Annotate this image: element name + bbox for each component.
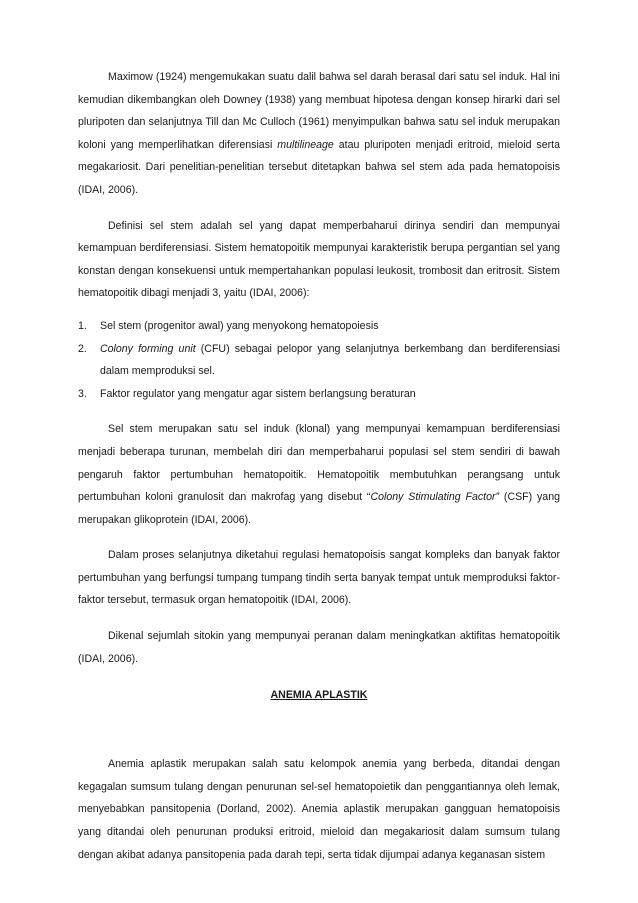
- list-item-3: [78, 383, 560, 406]
- paragraph-3-text-b: (CSF) yang merupakan glikoprotein (IDAI, 2006).: [78, 491, 560, 526]
- list-item-text: (CFU) sebagai pelopor yang selanjutnya berkembang dan berdiferensiasi dalam memproduksi sel.: [100, 342, 560, 378]
- paragraph-2: Definisi sel stem adalah sel yang dapat memperbaharui dirinya sendiri dan mempunyai kemampuan berdiferensiasi. Sistem hematopoitik mempunyai karakteristik berupa pergantian sel yang konstan dengan konsekuensi untuk mempertahankan populasi leukosit, trombosit dan eritrosit. Sistem hematopoitik dibagi menjadi 3, yaitu (IDAI, 2006):: [78, 219, 560, 300]
- paragraph-6: Anemia aplastik merupakan salah satu kelompok anemia yang berbeda, ditandai dengan kegagalan sumsum tulang dengan penurunan sel-sel hematopoietik dan penggantiannya oleh lemak, menyebabkan pansitopenia (Dorland, 2002). Anemia aplastik merupakan gangguan hematopoisis yang ditandai oleh penurunan produksi eritroid, mieloid dan megakariosit dalam sumsum tulang dengan akibat adanya pansitopenia pada darah tepi, serta tidak dijumpai adanya keganasan sistem: [78, 758, 560, 861]
- list-number: 3.: [78, 387, 87, 400]
- paragraph-5: Dikenal sejumlah sitokin yang mempunyai peranan dalam meningkatkan aktifitas hematopoitik (IDAI, 2006).: [78, 630, 560, 665]
- paragraph-1-text-a: Maximow (1924) mengemukakan suatu dalil bahwa sel darah berasal dari satu sel induk. Hal ini kemudian dikembangkan oleh Downey (1938) yang membuat hipotesa dengan konsep hirarki dari sel pluripoten dan selanjutnya Till dan Mc Culloch (1961) menyimpulkan bahwa satu sel induk merupakan koloni yang memperlihatkan diferensiasi: [78, 71, 560, 151]
- paragraph-3-italic: Colony Stimulating Factor”: [370, 491, 500, 504]
- paragraph-3-text-a: Sel stem merupakan satu sel induk (klonal) yang mempunyai kemampuan berdiferensiasi menjadi beberapa turunan, membelah diri dan memperbaharui populasi sel stem sendiri di bawah pengaruh faktor pertumbuhan hematopoitik. Hematopoitik membutuhkan perangsang untuk pertumbuhan koloni granulosit dan makrofag yang disebut “: [78, 423, 560, 504]
- paragraph-4: Dalam proses selanjutnya diketahui regulasi hematopoisis sangat kompleks dan banyak faktor pertumbuhan yang berfungsi tumpang tumpang tindih serta banyak tempat untuk memproduksi faktor-faktor tersebut, termasuk organ hematopoitik (IDAI, 2006).: [78, 549, 560, 607]
- list-number: 1.: [78, 319, 87, 332]
- section-heading: ANEMIA APLASTIK: [270, 689, 368, 702]
- paragraph-3: [78, 418, 560, 531]
- numbered-list: [78, 315, 560, 405]
- paragraph-1-text-b: atau pluripoten menjadi eritroid, mieloid serta megakariosit. Dari penelitian-penelitian tersebut ditetapkan bahwa sel stem ada pada hematopoisis (IDAI, 2006).: [78, 138, 560, 196]
- list-number: 2.: [78, 342, 87, 355]
- paragraph-1: [78, 66, 560, 202]
- paragraph-1-italic: multilineage: [277, 138, 334, 151]
- list-item-1: [78, 315, 560, 338]
- list-item-text: Faktor regulator yang mengatur agar sistem berlangsung beraturan: [100, 387, 416, 400]
- list-item-text: Sel stem (progenitor awal) yang menyokong hematopoiesis: [100, 319, 379, 332]
- list-item-2: [78, 338, 560, 383]
- list-item-italic: Colony forming unit: [100, 342, 196, 355]
